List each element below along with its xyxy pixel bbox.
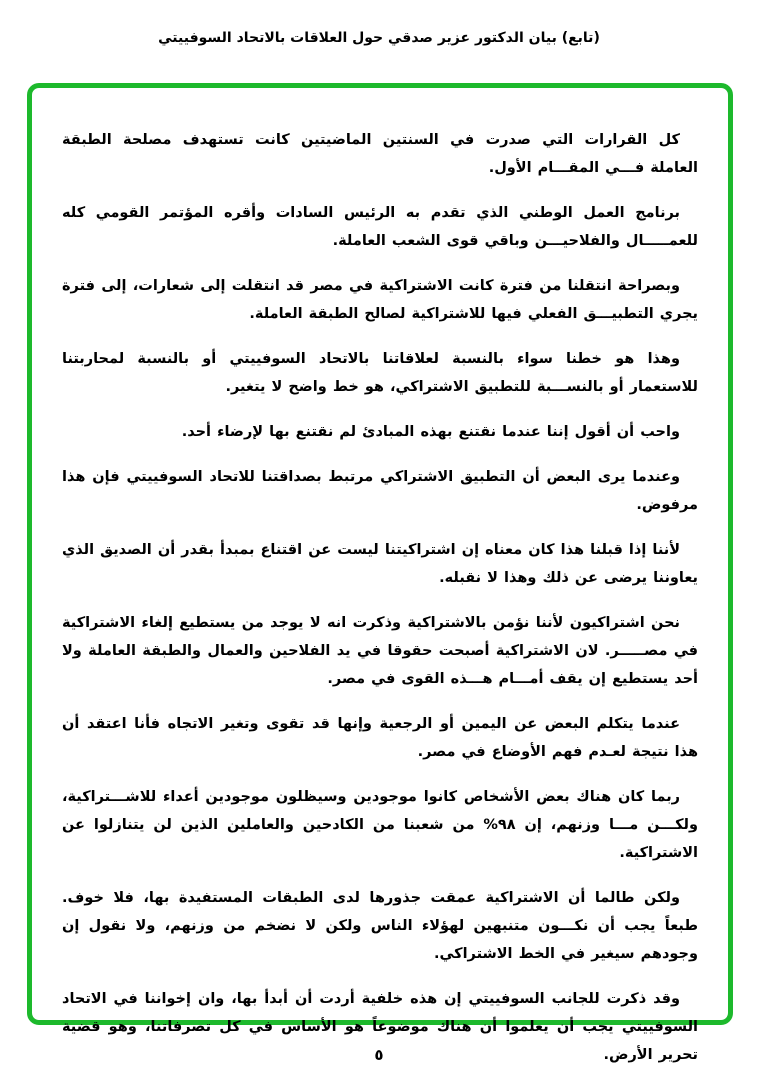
paragraph-2: برنامج العمل الوطني الذي تقدم به الرئيس السادات وأقره المؤتمر القومي كله للعمـــــال والفلاحيـــن وباقي قوى الشعب العاملة. — [62, 205, 698, 249]
paragraph-3: وبصراحة انتقلنا من فترة كانت الاشتراكية في مصر قد انتقلت إلى شعارات، إلى فترة يجري التطبيـــق الفعلي فيها للاشتراكية لصالح الطبقة العاملة. — [62, 278, 698, 322]
paragraph-4: وهذا هو خطنا سواء بالنسبة لعلاقاتنا بالاتحاد السوفييتي أو بالنسبة لمحاربتنا للاستعمار أو بالنســـبة للتطبيق الاشتراكي، هو خط واضح لا يتغير. — [62, 351, 698, 395]
paragraph-7: لأننا إذا قبلنا هذا كان معناه إن اشتراكيتنا ليست عن اقتناع بمبدأ بقدر أن الصديق الذي يعاوننا يرضى عن ذلك وهذا لا نقبله. — [62, 542, 698, 586]
paragraph-6: وعندما يرى البعض أن التطبيق الاشتراكي مرتبط بصداقتنا للاتحاد السوفييتي فإن هذا مرفوض. — [62, 469, 698, 513]
paragraph-9: عندما يتكلم البعض عن اليمين أو الرجعية وإنها قد تقوى وتغير الاتجاه فأنا اعتقد أن هذا نتيجة لعـدم فهم الأوضاع في مصر. — [62, 716, 698, 760]
paragraph-8: نحن اشتراكيون لأننا نؤمن بالاشتراكية وذكرت انه لا يوجد من يستطيع إلغاء الاشتراكية في مصـــــر. لان الاشتراكية أصبحت حقوقا في يد الفلاحين والعمال والطبقة العاملة ولا أحد يستطيع إن يقف أمـــام هـــذه القوى في مصر. — [62, 615, 698, 687]
paragraph-10: ربما كان هناك بعض الأشخاص كانوا موجودين وسيظلون موجودين أعداء للاشـــتراكية، ولكـــن مـــا وزنهم، إن ٩٨% من شعبنا من الكادحين والعاملين الذين لن يتنازلوا عن الاشتراكية. — [62, 789, 698, 861]
page-number: ٥ — [374, 1046, 384, 1064]
content-frame — [27, 83, 733, 1063]
paragraph-11: ولكن طالما أن الاشتراكية عمقت جذورها لدى الطبقات المستفيدة بها، فلا خوف. طبعاً يجب أن نكـــون متنبهين لهؤلاء الناس ولكن لا نضخم من وزنهم، ولا نقول إن وجودهم سيغير في الخط الاشتراكي. — [62, 890, 698, 962]
paragraph-12: وقد ذكرت للجانب السوفييتي إن هذه خلفية أردت أن أبدأ بها، وان إخواننا في الاتحاد السوفييتي يجب أن يعلموا أن هناك موضوعاً هو الأساس في كل تصرفاتنا، وهو قضية تحرير الأرض. — [62, 991, 698, 1063]
paragraph-1: كل القرارات التي صدرت في السنتين الماضيتين كانت تستهدف مصلحة الطبقة العاملة فـــي المقـــام الأول. — [62, 132, 698, 176]
page-header-title: (تابع) بيان الدكتور عزير صدقي حول العلاقات بالاتحاد السوفييتي — [158, 30, 600, 46]
paragraph-5: واحب أن أقول إننا عندما نقتنع بهذه المبادئ لم نقتنع بها لإرضاء أحد. — [181, 424, 680, 440]
